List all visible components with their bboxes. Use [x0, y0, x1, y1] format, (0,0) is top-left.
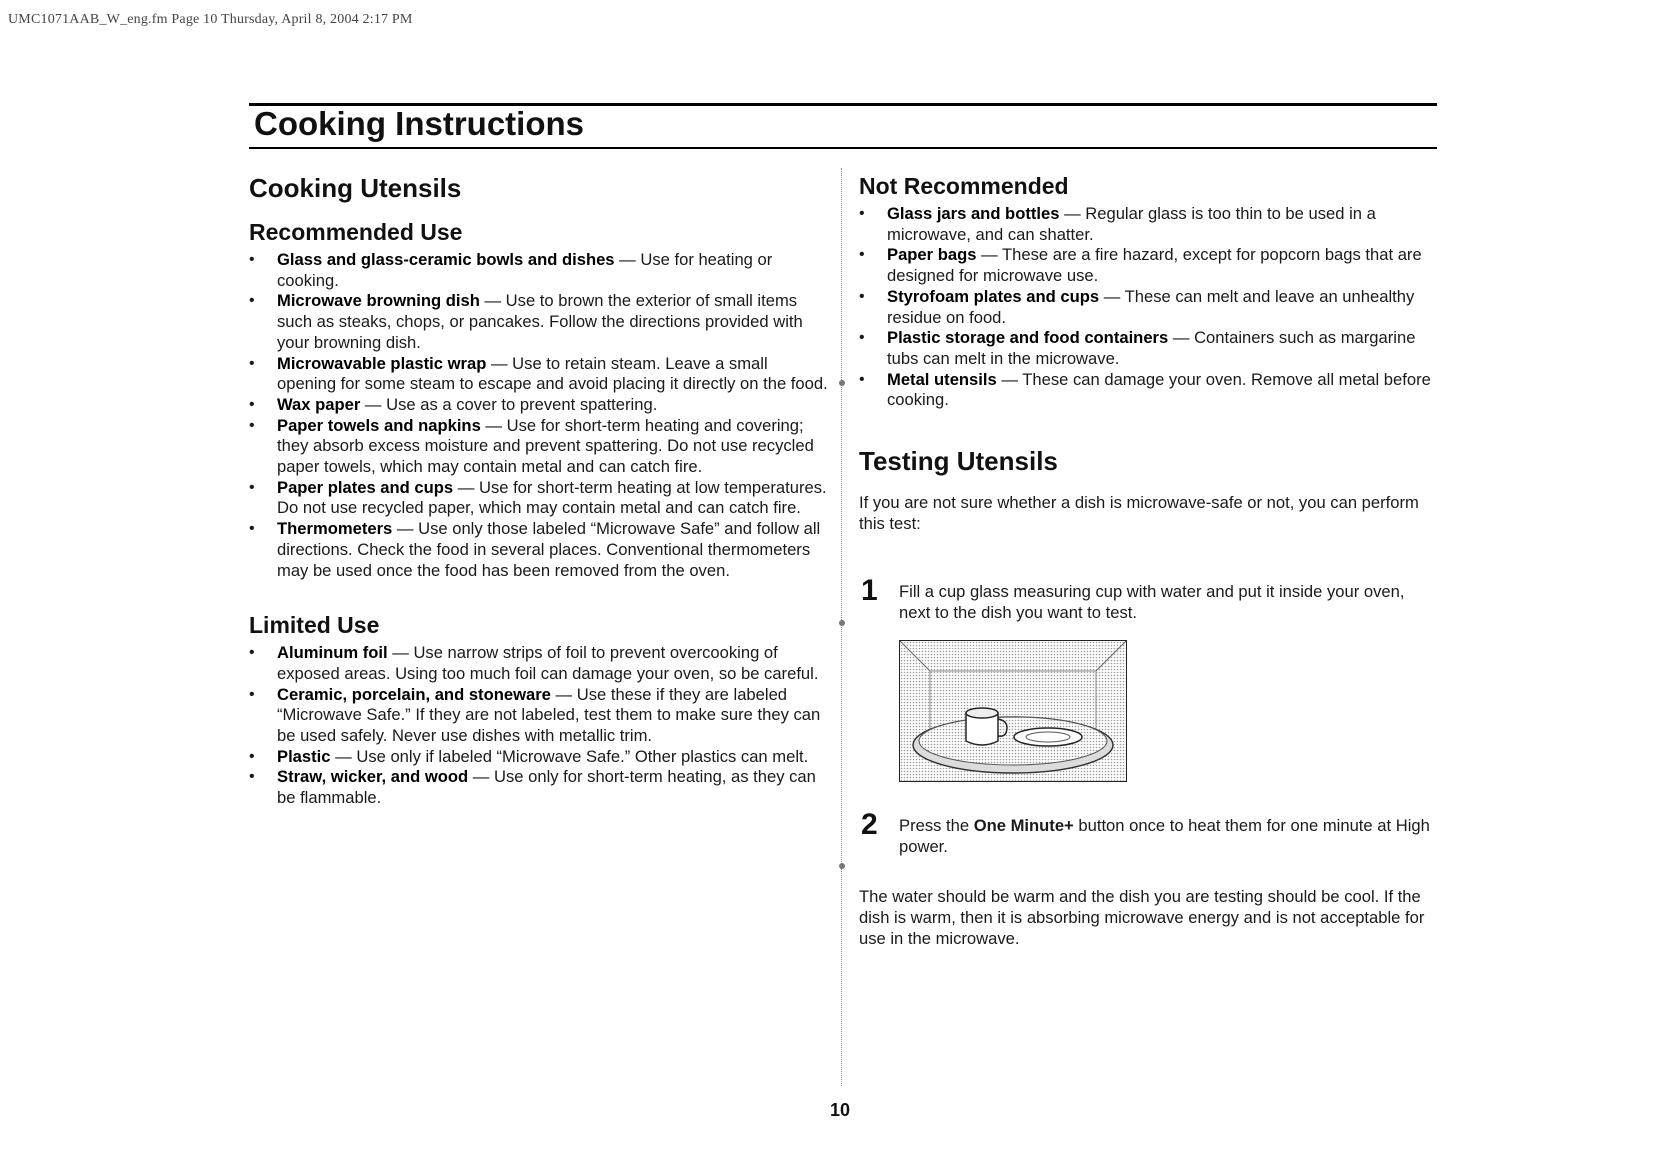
step-number: 2 [861, 807, 878, 841]
testing-utensils-heading: Testing Utensils [859, 446, 1058, 477]
list-item: • Metal utensils — These can damage your oven. Remove all metal before cooking. [859, 369, 1431, 410]
list-item: • Straw, wicker, and wood — Use only for short-term heating, as they can be flammable. [249, 767, 816, 808]
list-item: • Plastic — Use only if labeled “Microwave Safe.” Other plastics can melt. [249, 746, 809, 766]
testing-conclusion: The water should be warm and the dish you are testing should be cool. If the dish is warm, then it is absorbing microwave energy and is not acceptable for use in the microwave. [859, 887, 1425, 948]
testing-intro: If you are not sure whether a dish is microwave-safe or not, you can perform this test: [859, 493, 1419, 533]
file-header-info: UMC1071AAB_W_eng.fm Page 10 Thursday, April 8, 2004 2:17 PM [8, 12, 413, 27]
title-bottom-rule [249, 147, 1437, 149]
binder-hole-mark [839, 863, 845, 869]
list-item: • Paper towels and napkins — Use for short-term heating and covering; they absorb excess moisture and prevent spattering. Do not use recycled paper towels, which may contain metal and can catch fire. [249, 415, 814, 477]
not-recommended-list [859, 204, 1439, 411]
recommended-list [249, 250, 829, 581]
list-item: • Paper bags — These are a fire hazard, except for popcorn bags that are designed for microwave use. [859, 245, 1422, 286]
binder-hole-mark [839, 380, 845, 386]
list-item: • Aluminum foil — Use narrow strips of foil to prevent overcooking of exposed areas. Using too much foil can damage your oven, so be careful. [249, 643, 819, 683]
binder-hole-mark [839, 620, 845, 626]
page-title: Cooking Instructions [254, 105, 584, 142]
left-column [249, 170, 829, 809]
list-item: • Microwave browning dish — Use to brown the exterior of small items such as steaks, chops, or pancakes. Follow the directions provided with your browning dish. [249, 291, 803, 352]
list-item: • Plastic storage and food containers — Containers such as margarine tubs can melt in the microwave. [859, 328, 1416, 368]
list-item: • Styrofoam plates and cups — These can melt and leave an unhealthy residue on food. [859, 286, 1415, 327]
cup-and-dish-illustration [899, 640, 1127, 782]
microwave-interior-icon [900, 641, 1126, 781]
list-item: • Wax paper — Use as a cover to prevent spattering. [249, 394, 658, 414]
page-number: 10 [829, 1100, 851, 1120]
not-recommended-heading: Not Recommended [859, 173, 1069, 199]
list-item: • Glass jars and bottles — Regular glass is too thin to be used in a microwave, and can shatter. [859, 204, 1376, 244]
limited-use-heading: Limited Use [249, 612, 380, 639]
list-item: • Paper plates and cups — Use for short-term heating at low temperatures. Do not use recycled paper, which may contain metal and can catch fire. [249, 477, 827, 518]
step-2 [859, 807, 1439, 857]
step-number: 1 [861, 574, 878, 608]
limited-list [249, 643, 829, 809]
step-text: Fill a cup glass measuring cup with water and put it inside your oven, next to the dish you want to test. [899, 582, 1405, 623]
list-item: • Ceramic, porcelain, and stoneware — Use these if they are labeled “Microwave Safe.” If they are not labeled, test them to make sure they can be used safely. Never use dishes with metallic trim. [249, 684, 821, 746]
list-item: • Glass and glass-ceramic bowls and dishes — Use for heating or cooking. [249, 250, 773, 290]
column-divider [841, 168, 842, 1086]
cooking-utensils-heading: Cooking Utensils [249, 173, 462, 203]
recommended-use-heading: Recommended Use [249, 219, 463, 245]
right-column [859, 170, 1439, 949]
step-1 [859, 574, 1439, 781]
list-item: • Thermometers — Use only those labeled “Microwave Safe” and follow all directions. Check the food in several places. Conventional thermometers may be used once the food has been removed from the oven. [249, 519, 821, 580]
list-item: • Microwavable plastic wrap — Use to retain steam. Leave a small opening for some steam to escape and avoid placing it directly on the food. [249, 353, 828, 394]
step-text: Press the One Minute+ button once to heat them for one minute at High power. [899, 815, 1430, 856]
